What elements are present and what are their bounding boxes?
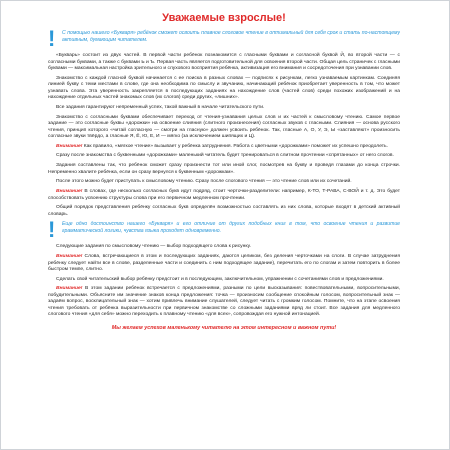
exclamation-icon: ! bbox=[48, 26, 56, 51]
attention-label: Внимание! bbox=[56, 143, 83, 149]
paragraph: Знакомство с согласными буквами обеспечивает переход от чтения-узнавания целых слов и их частей к смысловому чтению. Самое первое задание — это согласные буквы «дорожки» на освоение слияния (слитного произнесения) согласных звуков с гласными. Слияния — основа русского чтения, принцип которого «читай согласную — смотри на гласную» должен усвоить ребёнок. Так, гласные А, О, У, Э, Ы «заставляют» произносить согласные звуки твёрдо, а гласные Я, Ё, Ю, Е, И — мягко (за исключением шипящих и Ц). bbox=[48, 114, 400, 140]
attention-label: Внимание! bbox=[56, 189, 83, 194]
document-page bbox=[48, 6, 400, 444]
second-callout bbox=[48, 217, 400, 243]
paragraph: «Букварь» состоит из двух частей. В первой части ребёнок познакомится с гласными буквами и согласной буквой Й, во второй части — с согласными буквами, а также с буквами Ь и Ъ. Первая часть является подготовительной для освоения второй части. Общая цель страничек с гласными буквами — максимальная настройка зрительного и слухового восприятия ребёнка, активизация его внимания и сосредоточения при узнавании слов. bbox=[48, 53, 400, 71]
exclamation-icon: ! bbox=[48, 217, 56, 243]
paragraph: Сделать свой читательский выбор ребёнку предстоит и в последующем, заключительном, упражнении с сочетаниями слов и предложениями. bbox=[56, 276, 384, 282]
second-callout-text: Еще одно достоинство нашего «Букваря» и его отличие от других подобных книг в том, что освоение чтения и развитие грамматической логики, чувства языка проходят одновременно. bbox=[62, 221, 400, 234]
paragraph: Общий порядок представления ребёнку согласных букв определён возможностью составлять из них слова, которые входят в детский активный словарь. bbox=[48, 205, 400, 217]
paragraph: После этого можно будет приступать к смысловому чтению. Сразу после слогового чтения — это чтение слов или их сочетаний. bbox=[56, 179, 352, 185]
paragraph: Задания составлены так, что ребёнок сможет сразу произнести тот или иной слог, посмотрев на букву и проведя глазами до конца строчки. Непременно хвалите ребёнка, если он сразу вернулся к буквенным «дорожкам». bbox=[48, 163, 400, 175]
closing-line: Мы желаем успехов маленькому читателю на этом интересном и важном пути! bbox=[111, 324, 337, 331]
attention-label: Внимание! bbox=[56, 254, 83, 260]
paragraph: Следующие задания по смысловому чтению — выбор подходящего слова к рисунку. bbox=[56, 244, 251, 250]
paragraph: Внимание! В словах, где несколько согласных букв идут подряд, стоит черточки-разделители: например, К-ТО, Т-РАВА, С-ВОЙ и т. д. Это будет способствовать усвоению структуры слова при его первичном медленном прочтении. bbox=[48, 189, 400, 201]
page-title: Уважаемые взрослые! bbox=[162, 12, 286, 24]
paragraph: Знакомство с каждой гласной буквой начинается с ее поиска в разных словах — подписях к рисункам, легко узнаваемым картинкам. Соединяя линией букву с теми местами в слове, где она необходима по смыслу и звучанию, начинающий ребёнок приобретает уверенность в том, что может узнавать слова. Эта уверенность закрепляется в последующих заданиях на нахождение слов (частей слов) среди похожих изображений и на нахождение отдельных частей знакомых слов (их слогов) среди других, «лишних». bbox=[48, 75, 400, 101]
intro-callout bbox=[48, 26, 400, 51]
paragraph: Все задания гарантируют непременный успех, такой важный в начале читательского пути. bbox=[56, 104, 265, 110]
paragraph: Внимание! Слова, встречающиеся в этом и последующих заданиях, даются целиком, без деления черточками на слоги. В случае затруднения ребёнку следует найти все в слове, разделенные части и соединить с ним подходящее задание), перечитать его по слогам и затем повторить в более быстром темпе, слитно. bbox=[48, 254, 400, 273]
paragraph: Внимание! Как правило, «мягкое чтение» вызывает у ребёнка затруднения. Работа с цветными «дорожками» поможет их успешно преодолеть. bbox=[56, 143, 388, 149]
attention-label: Внимание! bbox=[56, 286, 83, 292]
paragraph: Внимание! В этом задании ребёнок встречается с предложениями, разными по цели высказывания: повествовательными, вопросительными, побудительными. Объясните им значение знаков конца предложения: точка — произносим сообщение спокойным голосом, вопросительный знак — задаём вопрос, восклицательный знак — хотим привлечь внимание слушателей, следует читать с громким голосом. Помните, что на этапе освоения чтения требовать от ребёнка выразительности при первичном знакомстве со сложными заданиями вряд ли стоит. Все задания для медленного слогового чтения «для себя» можно переходить к плавному чтению «для всех», сопровождая его нужной интонацией. bbox=[48, 286, 400, 318]
paragraph: Сразу после знакомства с буквенными «дорожками» маленький читатель будет тренироваться в слитном прочтении «спрятанных» от него слогов. bbox=[56, 153, 394, 159]
intro-callout-text: С помощью нашего «Букваря» ребёнок сможет освоить плавное слоговое чтение в оптимальный для себя срок и стать по-настоящему активным, думающим читателем. bbox=[62, 30, 400, 43]
